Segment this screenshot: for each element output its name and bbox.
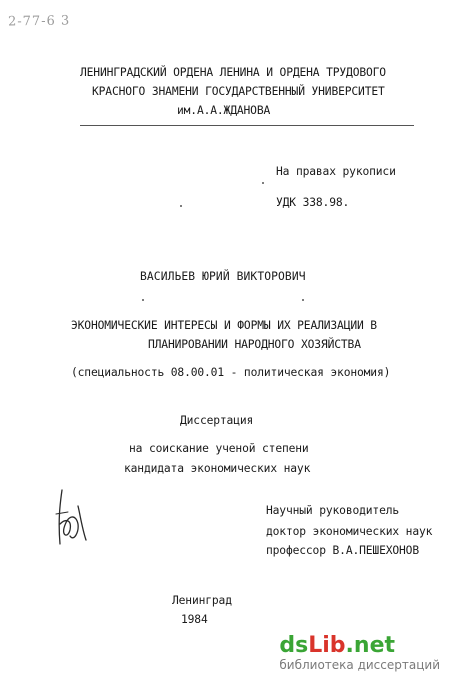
supervisor-label: Научный руководитель bbox=[266, 504, 400, 517]
header-divider bbox=[80, 125, 414, 126]
watermark-tagline: библиотека диссертаций bbox=[279, 658, 440, 672]
institution-line-2: КРАСНОГО ЗНАМЕНИ ГОСУДАРСТВЕННЫЙ УНИВЕРСИТЕТ bbox=[92, 85, 385, 98]
supervisor-degree: доктор экономических наук bbox=[266, 525, 433, 538]
ink-dot bbox=[180, 205, 182, 207]
institution-line-1: ЛЕНИНГРАДСКИЙ ОРДЕНА ЛЕНИНА И ОРДЕНА ТРУДОВОГО bbox=[80, 66, 386, 79]
place-of-publication: Ленинград bbox=[172, 594, 232, 607]
dissertation-title-line-1: ЭКОНОМИЧЕСКИЕ ИНТЕРЕСЫ И ФОРМЫ ИХ РЕАЛИЗАЦИИ В bbox=[71, 319, 377, 332]
handwritten-signature bbox=[52, 484, 102, 554]
brand-net: .net bbox=[345, 633, 396, 658]
specialty: (специальность 08.00.01 - политическая экономия) bbox=[71, 366, 391, 379]
institution-line-3: им.А.А.ЖДАНОВА bbox=[177, 104, 271, 117]
archive-stamp: 2-77-6 3 bbox=[7, 13, 71, 30]
dissertation-title-line-2: ПЛАНИРОВАНИИ НАРОДНОГО ХОЗЯЙСТВА bbox=[148, 338, 361, 351]
ink-dot bbox=[142, 299, 144, 301]
publication-year: 1984 bbox=[181, 613, 208, 626]
author-name: ВАСИЛЬЕВ ЮРИЙ ВИКТОРОВИЧ bbox=[140, 270, 306, 283]
udc-code: УДК 338.98. bbox=[276, 196, 350, 209]
ink-dot bbox=[262, 182, 264, 184]
degree-line-1: Диссертация bbox=[180, 414, 254, 427]
rights-label: На правах рукописи bbox=[276, 165, 396, 178]
dslib-watermark-logo bbox=[279, 634, 440, 672]
brand-lib: Lib bbox=[308, 633, 346, 658]
supervisor-name: профессор В.А.ПЕШЕХОНОВ bbox=[266, 544, 419, 557]
brand-ds: ds bbox=[279, 633, 309, 658]
degree-line-3: кандидата экономических наук bbox=[124, 462, 311, 475]
watermark-brand bbox=[279, 634, 440, 658]
ink-dot bbox=[302, 299, 304, 301]
degree-line-2: на соискание ученой степени bbox=[129, 442, 309, 455]
